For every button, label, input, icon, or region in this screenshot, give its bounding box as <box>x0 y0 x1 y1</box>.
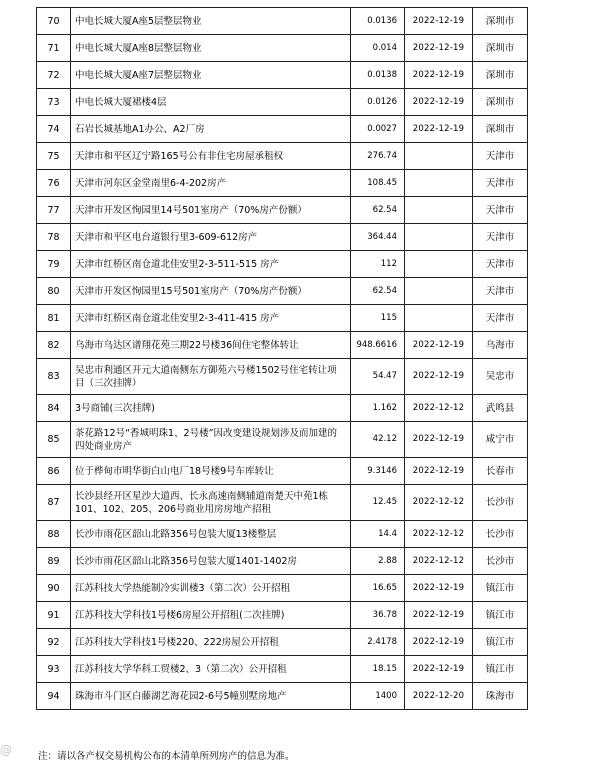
row-number-cell: 76 <box>37 170 71 197</box>
row-number-cell: 70 <box>37 8 71 35</box>
table-row <box>37 116 528 143</box>
property-name-cell: 天津市开发区恂园里15号501室房产（70%房产份额） <box>71 278 351 305</box>
amount-cell: 115 <box>351 305 405 332</box>
property-name-cell: 江苏科技大学热能制冷实训楼3（第二次）公开招租 <box>71 575 351 602</box>
property-name-cell: 江苏科技大学华科工贸楼2、3（第二次）公开招租 <box>71 656 351 683</box>
row-number-cell: 83 <box>37 359 71 395</box>
listing-date-cell: 2022-12-19 <box>405 629 473 656</box>
row-number-cell: 94 <box>37 683 71 710</box>
table-row <box>37 521 528 548</box>
property-name-cell: 茶花路12号“香城明珠1、2号楼”因改变建设规划涉及而加建的四处商业房产 <box>71 422 351 458</box>
table-row <box>37 35 528 62</box>
table-row <box>37 602 528 629</box>
row-number-cell: 79 <box>37 251 71 278</box>
amount-cell: 9.3146 <box>351 458 405 485</box>
row-number-cell: 88 <box>37 521 71 548</box>
row-number-cell: 73 <box>37 89 71 116</box>
table-row <box>37 224 528 251</box>
property-name-cell: 中电长城大厦A座7层整层物业 <box>71 62 351 89</box>
amount-cell: 2.4178 <box>351 629 405 656</box>
city-cell: 深圳市 <box>473 35 528 62</box>
row-number-cell: 91 <box>37 602 71 629</box>
table-row <box>37 395 528 422</box>
amount-cell: 276.74 <box>351 143 405 170</box>
city-cell: 长沙市 <box>473 548 528 575</box>
property-name-cell: 长沙县经开区星沙大道西、长永高速南侧辅道南楚天中苑1栋101、102、205、206号商业用房房地产招租 <box>71 485 351 521</box>
listing-date-cell: 2022-12-19 <box>405 62 473 89</box>
row-number-cell: 84 <box>37 395 71 422</box>
amount-cell: 108.45 <box>351 170 405 197</box>
city-cell: 长春市 <box>473 458 528 485</box>
table-row <box>37 8 528 35</box>
listing-date-cell: 2022-12-19 <box>405 602 473 629</box>
amount-cell: 364.44 <box>351 224 405 251</box>
city-cell: 咸宁市 <box>473 422 528 458</box>
listing-date-cell: 2022-12-19 <box>405 8 473 35</box>
amount-cell: 0.0138 <box>351 62 405 89</box>
property-name-cell: 天津市和平区辽宁路165号公有非住宅房屋承租权 <box>71 143 351 170</box>
listing-date-cell: 2022-12-19 <box>405 35 473 62</box>
table-row <box>37 683 528 710</box>
listing-date-cell: 2022-12-19 <box>405 422 473 458</box>
row-number-cell: 89 <box>37 548 71 575</box>
property-name-cell: 中电长城大厦裙楼4层 <box>71 89 351 116</box>
table-row <box>37 143 528 170</box>
amount-cell: 54.47 <box>351 359 405 395</box>
property-name-cell: 江苏科技大学科技1号楼220、222房屋公开招租 <box>71 629 351 656</box>
footnote: 注：请以各产权交易机构公布的本清单所列房产的信息为准。 <box>38 751 295 762</box>
amount-cell: 0.0126 <box>351 89 405 116</box>
property-name-cell: 天津市开发区恂园里14号501室房产（70%房产份额） <box>71 197 351 224</box>
table-row <box>37 332 528 359</box>
amount-cell: 1.162 <box>351 395 405 422</box>
property-name-cell: 江苏科技大学科技1号楼6房屋公开招租(二次挂牌) <box>71 602 351 629</box>
row-number-cell: 87 <box>37 485 71 521</box>
listing-date-cell: 2022-12-19 <box>405 332 473 359</box>
row-number-cell: 93 <box>37 656 71 683</box>
table-row <box>37 197 528 224</box>
table-row <box>37 656 528 683</box>
listing-date-cell: 2022-12-12 <box>405 548 473 575</box>
city-cell: 吴忠市 <box>473 359 528 395</box>
amount-cell: 16.65 <box>351 575 405 602</box>
amount-cell: 2.88 <box>351 548 405 575</box>
listing-date-cell: 2022-12-19 <box>405 116 473 143</box>
property-name-cell: 长沙市雨花区韶山北路356号包装大厦1401-1402房 <box>71 548 351 575</box>
table-row <box>37 170 528 197</box>
row-number-cell: 81 <box>37 305 71 332</box>
property-name-cell: 天津市河东区金堂南里6-4-202房产 <box>71 170 351 197</box>
city-cell: 镇江市 <box>473 575 528 602</box>
listing-date-cell: 2022-12-19 <box>405 359 473 395</box>
listing-date-cell <box>405 143 473 170</box>
amount-cell: 62.54 <box>351 197 405 224</box>
property-table-body <box>37 8 528 710</box>
listing-date-cell <box>405 170 473 197</box>
property-name-cell: 3号商铺(三次挂牌) <box>71 395 351 422</box>
property-name-cell: 天津市和平区电台道银行里3-609-612房产 <box>71 224 351 251</box>
listing-date-cell <box>405 251 473 278</box>
amount-cell: 0.0027 <box>351 116 405 143</box>
property-name-cell: 中电长城大厦A座5层整层物业 <box>71 8 351 35</box>
property-name-cell: 位于桦甸市明华街白山电厂18号楼9号车库转让 <box>71 458 351 485</box>
listing-date-cell: 2022-12-19 <box>405 458 473 485</box>
city-cell: 天津市 <box>473 251 528 278</box>
table-row <box>37 278 528 305</box>
row-number-cell: 86 <box>37 458 71 485</box>
row-number-cell: 82 <box>37 332 71 359</box>
city-cell: 天津市 <box>473 143 528 170</box>
listing-date-cell <box>405 224 473 251</box>
city-cell: 珠海市 <box>473 683 528 710</box>
listing-date-cell: 2022-12-12 <box>405 395 473 422</box>
table-row <box>37 62 528 89</box>
listing-date-cell: 2022-12-19 <box>405 89 473 116</box>
listing-date-cell: 2022-12-19 <box>405 656 473 683</box>
listing-date-cell: 2022-12-12 <box>405 521 473 548</box>
table-row <box>37 485 528 521</box>
city-cell: 天津市 <box>473 278 528 305</box>
property-name-cell: 珠海市斗门区白藤湖艺海花园2-6号5幢别墅房地产 <box>71 683 351 710</box>
city-cell: 天津市 <box>473 305 528 332</box>
city-cell: 乌海市 <box>473 332 528 359</box>
amount-cell: 0.0136 <box>351 8 405 35</box>
row-number-cell: 72 <box>37 62 71 89</box>
property-name-cell: 天津市红桥区南仓道北佳安里2-3-511-515 房产 <box>71 251 351 278</box>
table-row <box>37 89 528 116</box>
city-cell: 天津市 <box>473 170 528 197</box>
table-row <box>37 422 528 458</box>
row-number-cell: 85 <box>37 422 71 458</box>
amount-cell: 0.014 <box>351 35 405 62</box>
city-cell: 镇江市 <box>473 656 528 683</box>
row-number-cell: 74 <box>37 116 71 143</box>
table-row <box>37 251 528 278</box>
listing-date-cell: 2022-12-12 <box>405 485 473 521</box>
amount-cell: 1400 <box>351 683 405 710</box>
amount-cell: 112 <box>351 251 405 278</box>
listing-date-cell <box>405 197 473 224</box>
table-row <box>37 305 528 332</box>
property-name-cell: 天津市红桥区南仓道北佳安里2-3-411-415 房产 <box>71 305 351 332</box>
property-name-cell: 吴忠市利通区开元大道南侧东方御苑六号楼1502号住宅转让项目（三次挂牌） <box>71 359 351 395</box>
table-row <box>37 548 528 575</box>
property-name-cell: 长沙市雨花区韶山北路356号包装大厦13楼整层 <box>71 521 351 548</box>
row-number-cell: 71 <box>37 35 71 62</box>
row-number-cell: 90 <box>37 575 71 602</box>
row-number-cell: 92 <box>37 629 71 656</box>
city-cell: 深圳市 <box>473 116 528 143</box>
row-number-cell: 75 <box>37 143 71 170</box>
city-cell: 长沙市 <box>473 485 528 521</box>
amount-cell: 18.15 <box>351 656 405 683</box>
city-cell: 天津市 <box>473 197 528 224</box>
city-cell: 深圳市 <box>473 62 528 89</box>
property-name-cell: 中电长城大厦A座8层整层物业 <box>71 35 351 62</box>
table-row <box>37 629 528 656</box>
watermark-icon: @ <box>0 743 12 757</box>
table-row <box>37 359 528 395</box>
row-number-cell: 78 <box>37 224 71 251</box>
city-cell: 长沙市 <box>473 521 528 548</box>
amount-cell: 12.45 <box>351 485 405 521</box>
row-number-cell: 77 <box>37 197 71 224</box>
property-table <box>36 7 528 710</box>
city-cell: 深圳市 <box>473 89 528 116</box>
city-cell: 天津市 <box>473 224 528 251</box>
table-row <box>37 458 528 485</box>
listing-date-cell: 2022-12-20 <box>405 683 473 710</box>
city-cell: 武鸣县 <box>473 395 528 422</box>
property-name-cell: 石岩长城基地A1办公、A2厂房 <box>71 116 351 143</box>
property-name-cell: 乌海市乌达区谱翔花苑三期22号楼36间住宅整体转让 <box>71 332 351 359</box>
city-cell: 深圳市 <box>473 8 528 35</box>
listing-date-cell: 2022-12-19 <box>405 575 473 602</box>
amount-cell: 948.6616 <box>351 332 405 359</box>
amount-cell: 62.54 <box>351 278 405 305</box>
city-cell: 镇江市 <box>473 629 528 656</box>
table-row <box>37 575 528 602</box>
listing-date-cell <box>405 305 473 332</box>
amount-cell: 42.12 <box>351 422 405 458</box>
amount-cell: 14.4 <box>351 521 405 548</box>
row-number-cell: 80 <box>37 278 71 305</box>
listing-date-cell <box>405 278 473 305</box>
amount-cell: 36.78 <box>351 602 405 629</box>
city-cell: 镇江市 <box>473 602 528 629</box>
